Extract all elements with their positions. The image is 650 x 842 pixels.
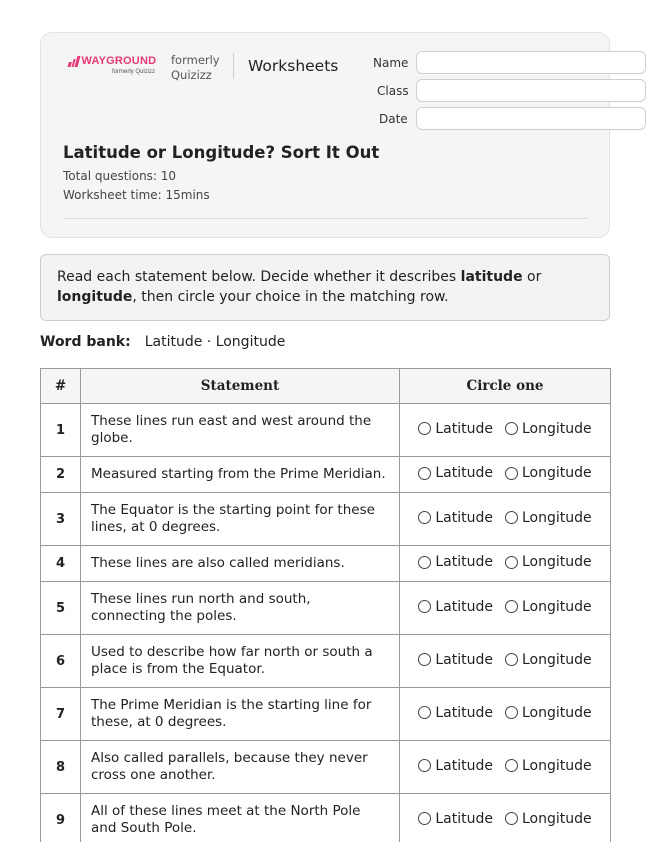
choice-latitude[interactable]	[418, 599, 493, 615]
radio-circle-icon[interactable]	[418, 422, 431, 435]
choice-cell	[400, 741, 611, 794]
radio-circle-icon[interactable]	[505, 422, 518, 435]
question-number: 9	[41, 794, 81, 842]
radio-circle-icon[interactable]	[505, 706, 518, 719]
choice-longitude[interactable]	[505, 421, 592, 437]
question-statement: All of these lines meet at the North Pole and South Pole.	[81, 794, 400, 842]
choice-longitude[interactable]	[505, 554, 592, 570]
word-bank	[40, 334, 285, 350]
choice-longitude[interactable]	[505, 599, 592, 615]
choice-label: Latitude	[435, 704, 493, 721]
question-statement: The Equator is the starting point for these lines, at 0 degrees.	[81, 493, 400, 546]
choice-label: Latitude	[435, 810, 493, 827]
question-number: 2	[41, 457, 81, 493]
choice-latitude[interactable]	[418, 652, 493, 668]
radio-circle-icon[interactable]	[418, 706, 431, 719]
choice-label: Latitude	[435, 598, 493, 615]
choice-label: Longitude	[521, 509, 592, 526]
choice-label: Longitude	[521, 554, 592, 571]
radio-circle-icon[interactable]	[418, 600, 431, 613]
choice-longitude[interactable]	[505, 811, 592, 827]
radio-circle-icon[interactable]	[505, 467, 518, 480]
choice-label: Latitude	[435, 420, 493, 437]
question-number: 3	[41, 493, 81, 546]
col-header-statement: Statement	[81, 369, 400, 404]
question-statement: These lines run east and west around the globe.	[81, 404, 400, 457]
choice-longitude[interactable]	[505, 705, 592, 721]
choice-longitude[interactable]	[505, 758, 592, 774]
choice-longitude[interactable]	[505, 510, 592, 526]
name-label: Name	[373, 56, 409, 70]
choice-label: Latitude	[435, 651, 493, 668]
choice-label: Longitude	[521, 810, 592, 827]
choice-label: Latitude	[435, 465, 493, 482]
instructions-term-longitude: longitude	[57, 289, 133, 305]
radio-circle-icon[interactable]	[505, 759, 518, 772]
question-table	[40, 368, 611, 842]
table-row	[41, 688, 611, 741]
logo-bars-icon	[68, 56, 80, 67]
choice-cell	[400, 582, 611, 635]
table-row	[41, 457, 611, 493]
choice-longitude[interactable]	[505, 465, 592, 481]
col-header-choice: Circle one	[400, 369, 611, 404]
radio-circle-icon[interactable]	[505, 511, 518, 524]
table-row	[41, 635, 611, 688]
date-field[interactable]	[416, 107, 646, 130]
logo-subtext: formerly Quizizz	[111, 69, 155, 75]
choice-label: Latitude	[435, 509, 493, 526]
question-number: 7	[41, 688, 81, 741]
choice-label: Latitude	[435, 757, 493, 774]
question-number: 1	[41, 404, 81, 457]
radio-circle-icon[interactable]	[505, 556, 518, 569]
question-statement: The Prime Meridian is the starting line for these, at 0 degrees.	[81, 688, 400, 741]
logo-text: WAYGROUND	[81, 55, 157, 67]
radio-circle-icon[interactable]	[418, 812, 431, 825]
radio-circle-icon[interactable]	[505, 812, 518, 825]
class-label: Class	[377, 84, 409, 98]
choice-latitude[interactable]	[418, 421, 493, 437]
choice-cell	[400, 635, 611, 688]
name-field[interactable]	[416, 51, 646, 74]
header-divider	[233, 53, 234, 79]
word-bank-words: Latitude · Longitude	[144, 334, 286, 350]
table-row	[41, 794, 611, 842]
choice-label: Longitude	[521, 651, 592, 668]
question-statement: These lines run north and south, connecting the poles.	[81, 582, 400, 635]
instructions-text: or	[522, 269, 542, 285]
word-bank-label: Word bank:	[40, 334, 131, 350]
wayground-logo	[69, 55, 159, 75]
choice-cell	[400, 457, 611, 493]
date-label: Date	[379, 112, 408, 126]
choice-latitude[interactable]	[418, 811, 493, 827]
choice-longitude[interactable]	[505, 652, 592, 668]
radio-circle-icon[interactable]	[418, 653, 431, 666]
choice-latitude[interactable]	[418, 705, 493, 721]
choice-cell	[400, 794, 611, 842]
table-row	[41, 741, 611, 794]
col-header-number: #	[41, 369, 81, 404]
instructions-term-latitude: latitude	[460, 269, 523, 285]
formerly-note: formerly Quizizz	[171, 53, 220, 82]
choice-cell	[400, 493, 611, 546]
choice-label: Longitude	[521, 598, 592, 615]
table-row	[41, 404, 611, 457]
instructions-text: Read each statement below. Decide whether it describes	[57, 269, 461, 285]
instructions-text: , then circle your choice in the matching row.	[132, 289, 449, 305]
section-label: Worksheets	[248, 57, 339, 75]
radio-circle-icon[interactable]	[505, 653, 518, 666]
radio-circle-icon[interactable]	[418, 467, 431, 480]
choice-cell	[400, 404, 611, 457]
choice-cell	[400, 546, 611, 582]
header-rule	[63, 218, 588, 219]
class-field[interactable]	[416, 79, 646, 102]
worksheet-title: Latitude or Longitude? Sort It Out	[63, 143, 380, 162]
radio-circle-icon[interactable]	[418, 511, 431, 524]
choice-label: Longitude	[521, 465, 592, 482]
table-row	[41, 493, 611, 546]
choice-cell	[400, 688, 611, 741]
instructions-box	[40, 254, 610, 321]
total-questions: Total questions: 10	[63, 169, 177, 183]
question-number: 8	[41, 741, 81, 794]
choice-label: Longitude	[521, 704, 592, 721]
question-number: 4	[41, 546, 81, 582]
choice-latitude[interactable]	[418, 465, 493, 481]
question-number: 5	[41, 582, 81, 635]
radio-circle-icon[interactable]	[418, 556, 431, 569]
question-statement: Used to describe how far north or south a place is from the Equator.	[81, 635, 400, 688]
radio-circle-icon[interactable]	[418, 759, 431, 772]
choice-label: Longitude	[521, 420, 592, 437]
choice-label: Longitude	[521, 757, 592, 774]
worksheet-header	[40, 32, 610, 238]
table-row	[41, 546, 611, 582]
question-number: 6	[41, 635, 81, 688]
radio-circle-icon[interactable]	[505, 600, 518, 613]
choice-label: Latitude	[435, 554, 493, 571]
choice-latitude[interactable]	[418, 554, 493, 570]
question-statement: These lines are also called meridians.	[81, 546, 400, 582]
choice-latitude[interactable]	[418, 510, 493, 526]
question-statement: Measured starting from the Prime Meridian.	[81, 457, 400, 493]
question-statement: Also called parallels, because they never cross one another.	[81, 741, 400, 794]
table-row	[41, 582, 611, 635]
table-header-row	[41, 369, 611, 404]
choice-latitude[interactable]	[418, 758, 493, 774]
worksheet-time: Worksheet time: 15mins	[63, 188, 210, 202]
